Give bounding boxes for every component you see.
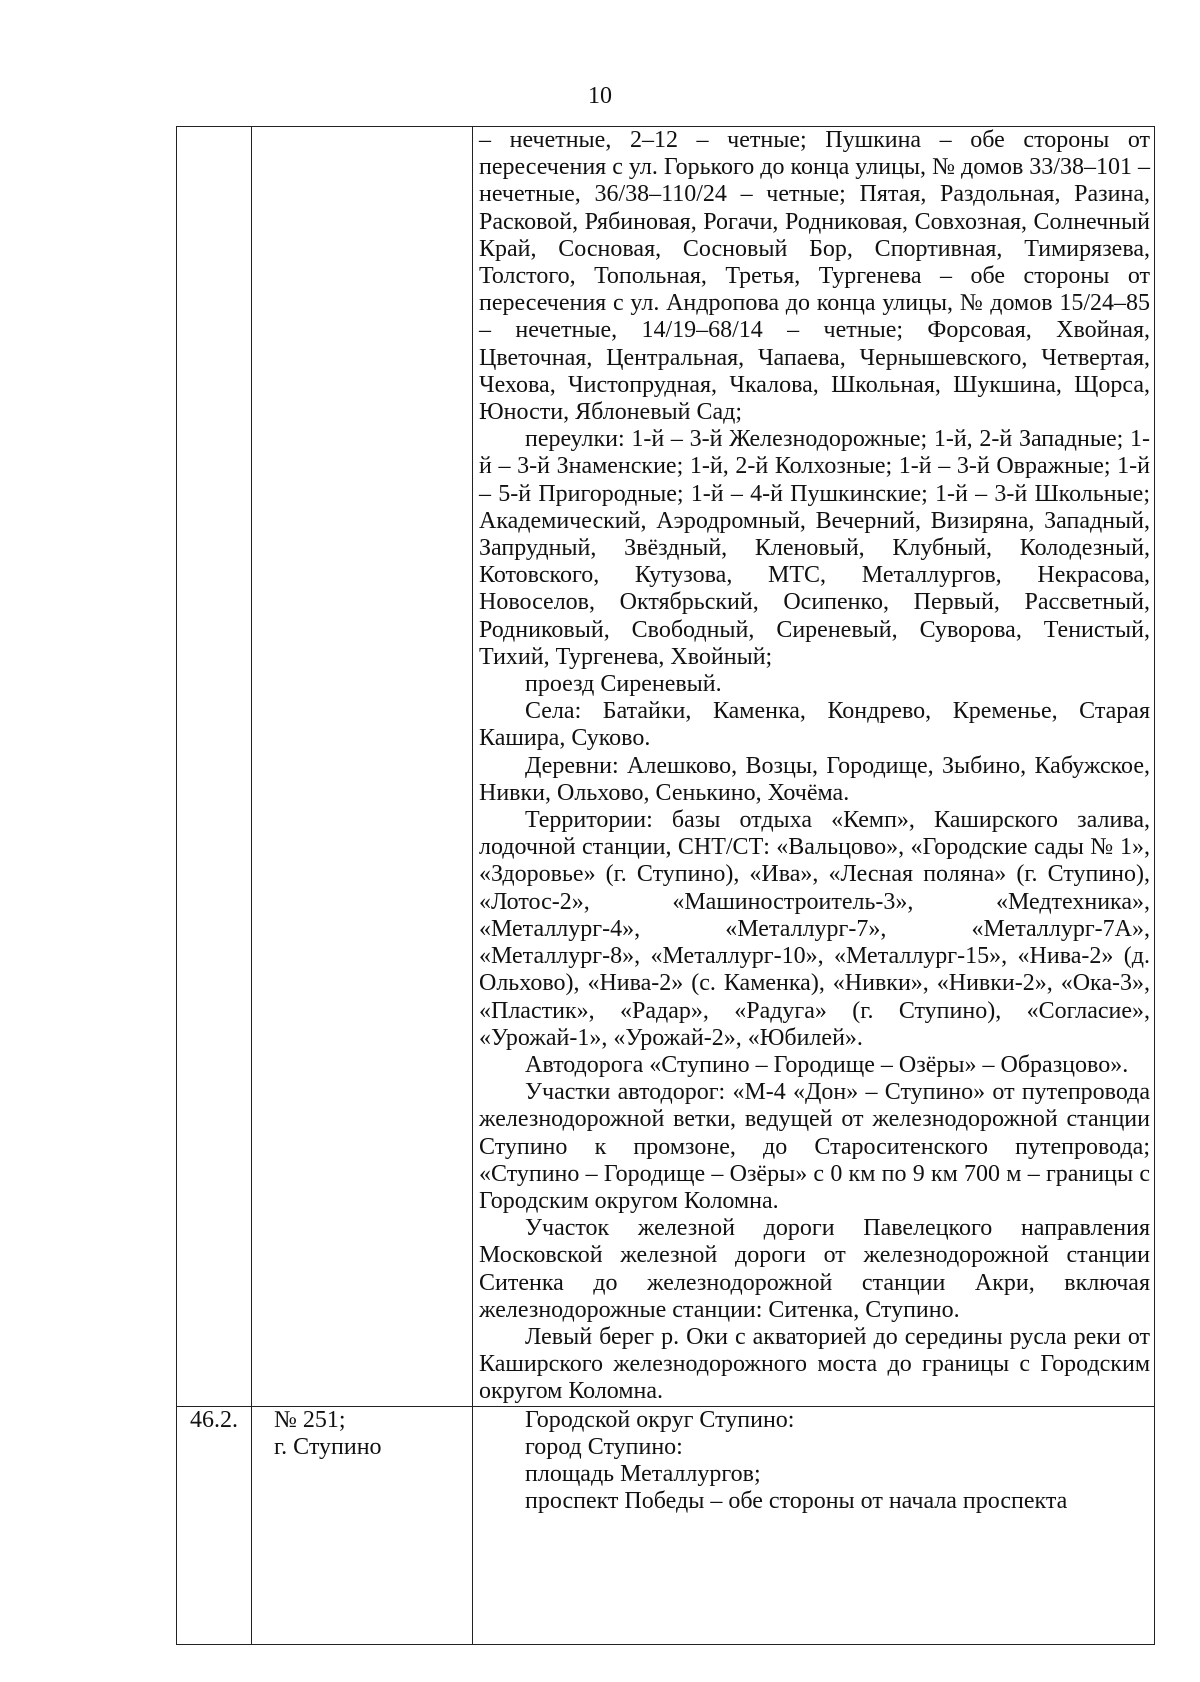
row-number: 46.2.	[190, 1406, 238, 1433]
territory-paragraph: Участки автодорог: «М-4 «Дон» – Ступино» от путепровода железнодорожной ветки, ведущей от железнодорожной станции Ступино к промзоне, до Староситенского путепровода; «Ступино – Городище – Озёры» с 0 км по 9 км 700 м – границы с Городским округом Коломна.	[479, 1079, 1150, 1214]
territory-line: проспект Победы – обе стороны от начала проспекта	[525, 1487, 1068, 1514]
district-cell	[252, 1406, 473, 1644]
territory-paragraph: Деревни: Алешково, Возцы, Городище, Зыбино, Кабужское, Нивки, Ольхово, Сенькино, Хочёма.	[479, 752, 1150, 806]
district-info	[252, 1407, 472, 1461]
territory-paragraph: Села: Батайки, Каменка, Кондрево, Кременье, Старая Кашира, Суково.	[479, 698, 1150, 752]
districts-table	[176, 126, 1155, 1645]
page-number: 10	[588, 83, 612, 109]
territory-line: площадь Металлургов;	[525, 1460, 761, 1487]
territory-paragraph: проезд Сиреневый.	[525, 671, 722, 698]
territory-paragraph: Участок железной дороги Павелецкого направления Московской железной дороги от железнодорожной станции Ситенка до железнодорожной станции Акри, включая железнодорожные станции: Ситенка, Ступино.	[479, 1215, 1150, 1323]
territory-paragraph: Автодорога «Ступино – Городище – Озёры» – Образцово».	[525, 1051, 1129, 1078]
number-cell	[177, 127, 252, 1407]
territory-description	[473, 127, 1154, 1406]
table-row	[177, 1406, 1155, 1644]
district-cell	[252, 127, 473, 1407]
territory-paragraph: Левый берег р. Оки с акваторией до середины русла реки от Каширского железнодорожного моста до границы с Городским округом Коломна.	[479, 1323, 1150, 1405]
district-number: № 251;	[274, 1406, 346, 1433]
territory-description	[473, 1407, 1154, 1515]
territory-cell	[473, 1406, 1155, 1644]
number-cell	[177, 1406, 252, 1644]
territory-paragraph: Территории: базы отдыха «Кемп», Каширского залива, лодочной станции, СНТ/СТ: «Вальцово», «Городские сады № 1», «Здоровье» (г. Ступино), «Ива», «Лесная поляна» (г. Ступино), «Лотос-2», «Машиностроитель-3», «Медтехника», «Металлург-4», «Металлург-7», «Металлург-7А», «Металлург-8», «Металлург-10», «Металлург-15», «Нива-2» (д. Ольхово), «Нива-2» (с. Каменка), «Нивки», «Нивки-2», «Ока-3», «Пластик», «Радар», «Радуга» (г. Ступино), «Согласие», «Урожай-1», «Урожай-2», «Юбилей».	[479, 807, 1150, 1051]
table-row	[177, 127, 1155, 1407]
territory-paragraph: переулки: 1-й – 3-й Железнодорожные; 1-й, 2-й Западные; 1-й – 3-й Знаменские; 1-й, 2-й Колхозные; 1-й – 3-й Овражные; 1-й – 5-й Пригородные; 1-й – 4-й Пушкинские; 1-й – 3-й Школьные; Академический, Аэродромный, Вечерний, Визиряна, Западный, Запрудный, Звёздный, Кленовый, Клубный, Колодезный, Котовского, Кутузова, МТС, Металлургов, Некрасова, Новоселов, Октябрьский, Осипенко, Первый, Рассветный, Родниковый, Свободный, Сиреневый, Суворова, Тенистый, Тихий, Тургенева, Хвойный;	[479, 426, 1150, 670]
territory-line: Городской округ Ступино:	[525, 1406, 795, 1433]
district-city: г. Ступино	[274, 1433, 382, 1460]
territory-paragraph: – нечетные, 2–12 – четные; Пушкина – обе стороны от пересечения с ул. Горького до конца улицы, № домов 33/38–101 – нечетные, 36/38–110/24 – четные; Пятая, Раздольная, Разина, Расковой, Рябиновая, Рогачи, Родниковая, Совхозная, Солнечный Край, Сосновая, Сосновый Бор, Спортивная, Тимирязева, Толстого, Топольная, Третья, Тургенева – обе стороны от пересечения с ул. Андропова до конца улицы, № домов 15/24–85 – нечетные, 14/19–68/14 – четные; Форсовая, Хвойная, Цветочная, Центральная, Чапаева, Чернышевского, Четвертая, Чехова, Чистопрудная, Чкалова, Школьная, Шукшина, Щорса, Юности, Яблоневый Сад;	[479, 127, 1150, 426]
territory-line: город Ступино:	[525, 1433, 683, 1460]
territory-cell	[473, 127, 1155, 1407]
